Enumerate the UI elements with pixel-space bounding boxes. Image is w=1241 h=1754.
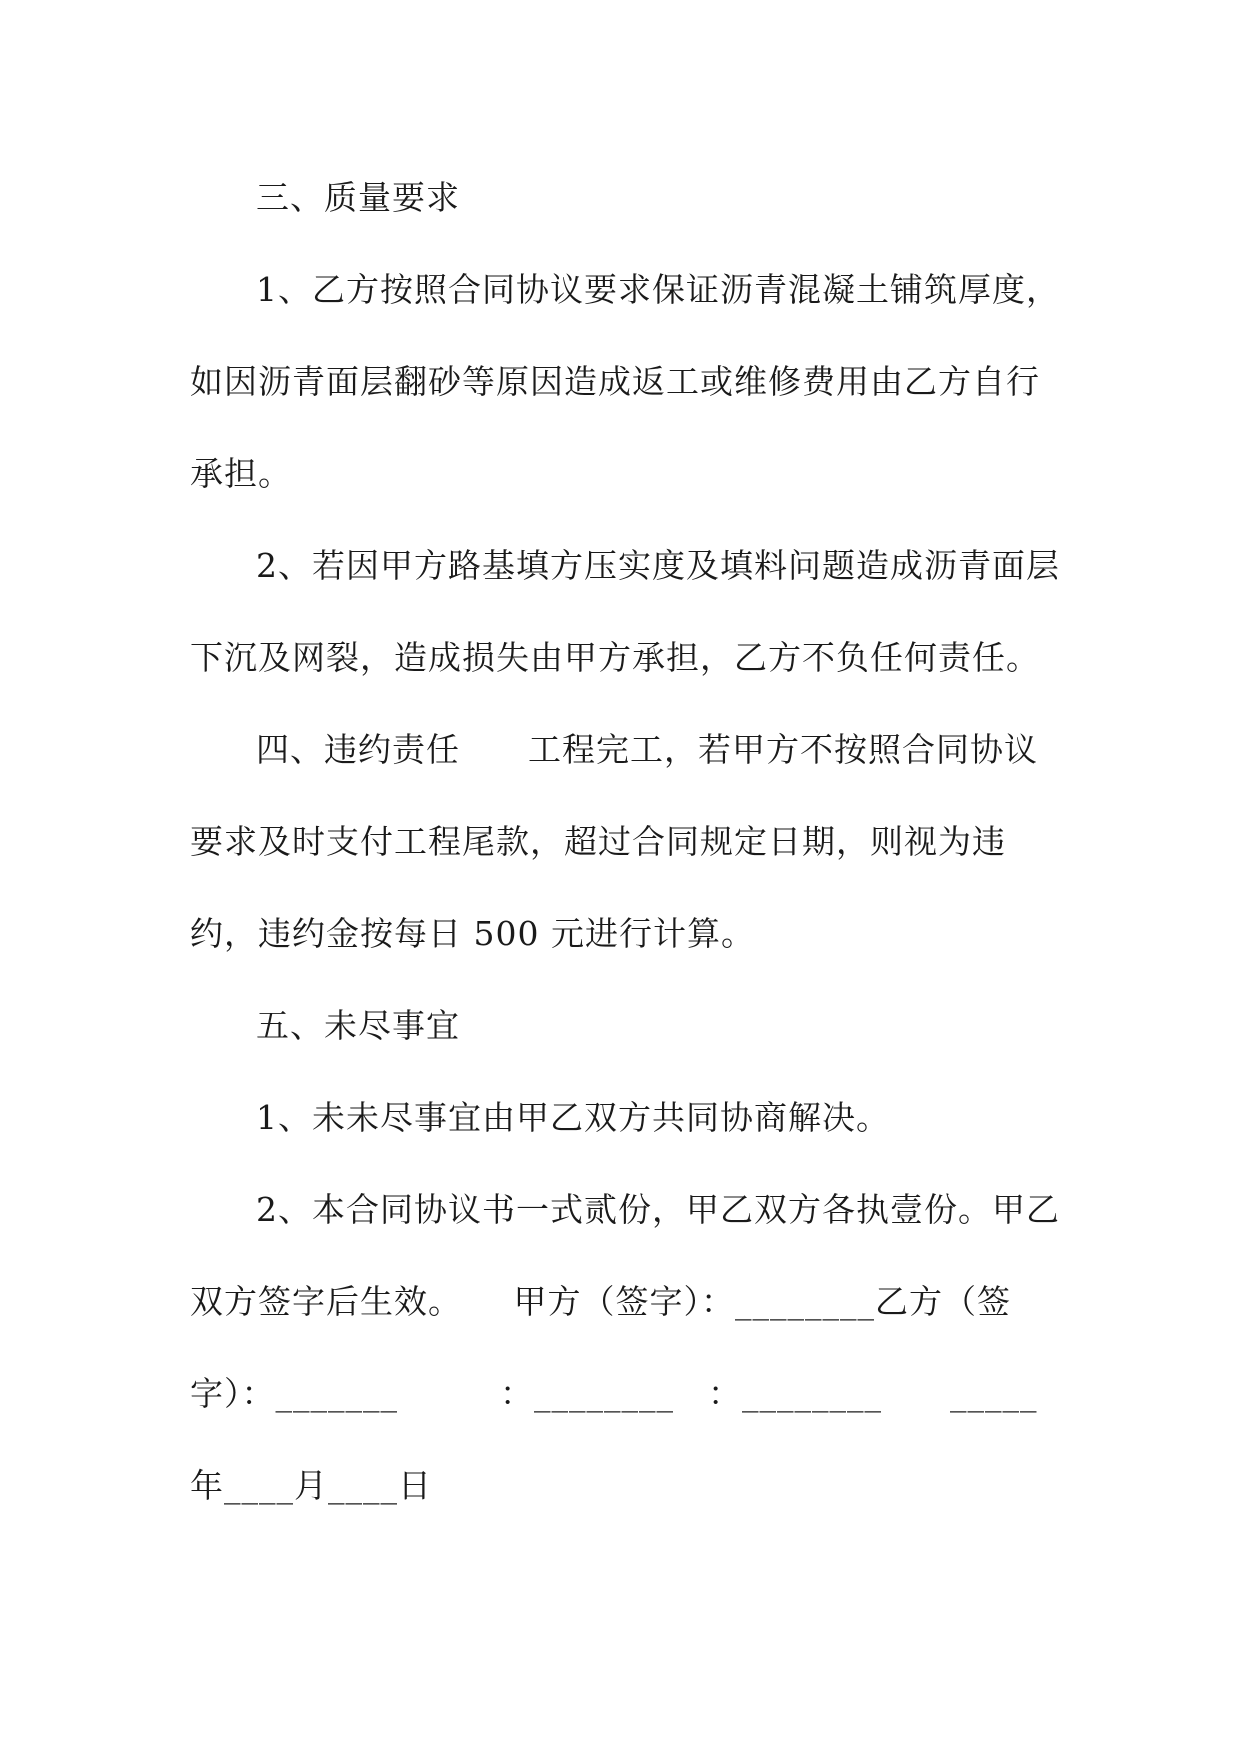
date-line: 年____月____日 (190, 1466, 432, 1505)
signature-line: 字）：_______ ：________ ：________ _____ (190, 1374, 1038, 1413)
paragraph-line: 约，违约金按每日 500 元进行计算。 (190, 914, 755, 953)
paragraph-line: 2、若因甲方路基填方压实度及填料问题造成沥青面层 (256, 546, 1060, 585)
paragraph-line: 1、乙方按照合同协议要求保证沥青混凝土铺筑厚度， (256, 270, 1060, 309)
signature-line: 双方签字后生效。 甲方（签字）：________乙方（签 (190, 1282, 1011, 1321)
paragraph-line: 如因沥青面层翻砂等原因造成返工或维修费用由乙方自行 (190, 362, 1040, 401)
section-heading-breach: 四、违约责任 工程完工，若甲方不按照合同协议 (256, 730, 1038, 769)
paragraph-line: 要求及时支付工程尾款，超过合同规定日期，则视为违 (190, 822, 1006, 861)
section-heading-misc: 五、未尽事宜 (256, 1006, 460, 1045)
paragraph-line: 1、未未尽事宜由甲乙双方共同协商解决。 (256, 1098, 890, 1137)
paragraph-line: 承担。 (190, 454, 292, 493)
paragraph-line: 2、本合同协议书一式贰份，甲乙双方各执壹份。甲乙 (256, 1190, 1060, 1229)
section-heading-quality: 三、质量要求 (256, 178, 460, 217)
paragraph-line: 下沉及网裂，造成损失由甲方承担，乙方不负任何责任。 (190, 638, 1040, 677)
